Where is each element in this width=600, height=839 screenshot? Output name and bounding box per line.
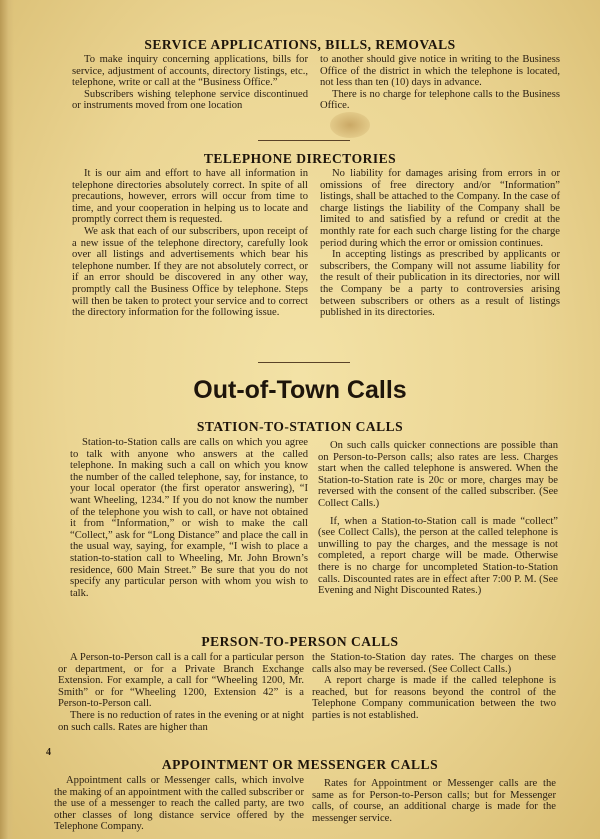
service-heading: SERVICE APPLICATIONS, BILLS, REMOVALS xyxy=(144,37,456,52)
person-right-column xyxy=(312,652,556,722)
appointment-heading: APPOINTMENT OR MESSENGER CALLS xyxy=(161,757,439,772)
paragraph: Station-to-Station calls are calls on which you agree to talk with anyone who answers at the called telephone. In making such a call on which you know the number of the called telephone, say, for instance, to your local operator (the first operator answering), “I want Wheeling, 1234.” If you do not know the number of the telephone you wish to call, or have not obtained it from “Information,” or wish to make the call “Collect,” ask for “Long Distance” and place the call in the usual way, saying, for example, “I wish to place a station-to-station call to Wheeling, Mr. John Brown’s residence, 600 Main Street.” Be sure that you do not specify any particular person with whom you wish to talk. xyxy=(70,437,308,599)
divider-rule xyxy=(258,140,350,141)
directories-right-column xyxy=(320,168,560,319)
paragraph: Appointment calls or Messenger calls, which involve the making of an appointment with the called subscriber or the use of a messenger to reach the called party, are two other classes of long distance service offered by the Telephone Company. xyxy=(54,775,304,833)
paragraph: A Person-to-Person call is a call for a particular person or department, or for a Private Branch Exchange Extension. For example, a call for “Wheeling 1200, Mr. Smith” or for “Wheeling 1200, Extension 42” is a Person-to-Person call. xyxy=(58,652,304,710)
paragraph: A report charge is made if the called telephone is reached, but for reasons beyond the control of the Telephone Company communication between the two parties is not established. xyxy=(312,675,556,721)
paragraph: There is no charge for telephone calls to the Business Office. xyxy=(320,88,560,112)
appointment-right-column xyxy=(312,778,556,824)
station-right-column xyxy=(318,440,558,597)
page-mark: 4 xyxy=(46,747,51,758)
paragraph: the Station-to-Station day rates. The charges on these calls also may be reversed. (See Collect Calls.) xyxy=(312,652,556,675)
directories-left-column xyxy=(72,168,308,319)
station-heading: STATION-TO-STATION CALLS xyxy=(196,419,404,434)
service-left-column xyxy=(72,54,308,112)
paper-stain xyxy=(330,112,370,138)
paragraph: No liability for damages arising from errors in or omissions of free directory and/or “Information” listings, shall be attached to the Company. In the case of charge listings the liability of the Company shall be limited to and satisfied by a refund or credit at the monthly rate for each such charge listing for the charge period during which the error or omission continues. xyxy=(320,168,560,249)
paragraph: to another should give notice in writing to the Business Office of the district in which the telephone is located, not less than ten (10) days in advance. xyxy=(320,54,560,89)
service-right-column xyxy=(320,54,560,112)
paragraph: Subscribers wishing telephone service discontinued or instruments moved from one location xyxy=(72,88,308,112)
out-of-town-title: Out-of-Town Calls xyxy=(193,376,407,404)
paragraph: There is no reduction of rates in the evening or at night on such calls. Rates are higher than xyxy=(58,709,304,733)
station-left-column xyxy=(70,437,308,599)
paragraph: If, when a Station-to-Station call is made “collect” (see Collect Calls), the person at the called telephone is unwilling to pay the charges, and the message is not completed, a report charge will be made. Otherwise there is no charge for uncompleted Station-to-Station calls. Discounted rates are in effect after 7:00 P. M. (See Evening and Night Discounted Rates.) xyxy=(318,515,558,597)
directories-heading: TELEPHONE DIRECTORIES xyxy=(203,151,397,166)
paragraph: It is our aim and effort to have all information in telephone directories absolutely correct. In spite of all precautions, however, errors will occur from time to time, and your cooperation in helping us to locate and promptly correct them is requested. xyxy=(72,168,308,226)
paragraph: On such calls quicker connections are possible than on Person-to-Person calls; also rates are less. Charges start when the called telephone is answered. When the Station-to-Station rate is 20c or more, charges may be reversed with the consent of the called subscriber. (See Collect Calls.) xyxy=(318,440,558,509)
paragraph: To make inquiry concerning applications, bills for service, adjustment of accounts, directory listings, etc., telephone, write or call at the “Business Office.” xyxy=(72,54,308,89)
paragraph: We ask that each of our subscribers, upon receipt of a new issue of the telephone directory, carefully look over all listings and advertisements which bear his telephone number. If they are not absolutely correct, or if an error should be discovered in any other way, promptly call the Business Office by telephone. Steps will then be taken to protect your service and to correct the directory information for the following issue. xyxy=(72,225,308,319)
divider-rule xyxy=(258,362,350,363)
person-heading: PERSON-TO-PERSON CALLS xyxy=(201,634,399,649)
paragraph: Rates for Appointment or Messenger calls are the same as for Person-to-Person calls; but for Messenger calls, of course, an additional charge is made for the messenger service. xyxy=(312,778,556,824)
paragraph: In accepting listings as prescribed by applicants or subscribers, the Company will not assume liability for the result of their publication in its directories, nor will the Company be a party to controversies arising between subscribers or others as a result of listings published in its directories. xyxy=(320,249,560,319)
person-left-column xyxy=(58,652,304,733)
appointment-left-column xyxy=(54,775,304,833)
